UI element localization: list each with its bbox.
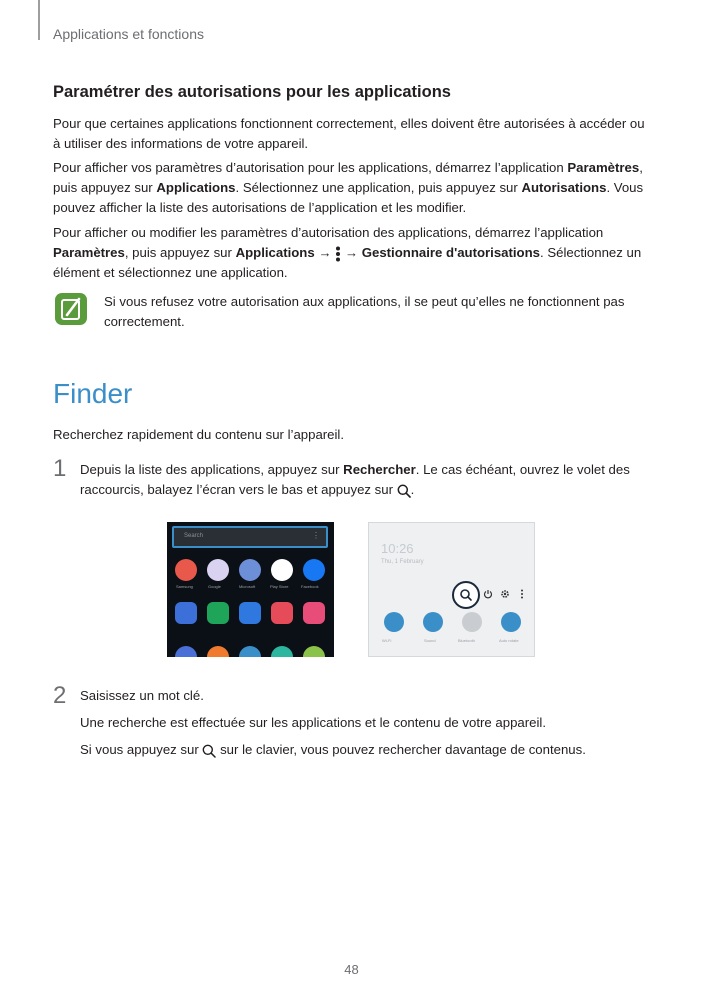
app-icon[interactable] [175,602,197,624]
step-2-number: 2 [53,682,67,709]
step-1-number: 1 [53,455,67,482]
finder-title: Finder [53,378,133,409]
quick-panel-time: 10:26 [381,541,414,556]
app-icon[interactable] [239,646,261,657]
app-icon[interactable] [175,646,197,657]
app-icon[interactable] [303,559,325,581]
app-icon[interactable] [207,646,229,657]
screenshot-app-list [167,522,334,657]
section-title: Paramétrer des autorisations pour les applications [53,83,451,101]
search-icon [202,744,216,758]
search-icon [397,484,411,498]
gear-icon[interactable] [500,589,510,599]
app-icon[interactable] [271,559,293,581]
step-2-line-3: Si vous appuyez sur sur le clavier, vous pouvez rechercher davantage de contenus. [80,742,586,757]
paragraph-manage-permissions: Pour afficher ou modifier les paramètres d’autorisation des applications, démarrez l’application Paramètres, puis appuyez sur Applications → → Gestionnaire d'autorisations. Sélectionnez un élément et sélectionnez une application. [53,225,642,280]
app-label: Microsoft [239,584,256,589]
app-row-3 [175,646,325,657]
app-row-1 [175,559,325,581]
app-icon[interactable] [303,602,325,624]
chapter-header: Applications et fonctions [53,26,204,42]
wifi-tile[interactable] [384,612,404,632]
app-icon[interactable] [271,602,293,624]
sound-tile[interactable] [423,612,443,632]
app-icon[interactable] [303,646,325,657]
app-label: Play Store [270,584,289,589]
search-bar-placeholder: Search [184,533,204,539]
quick-panel-date: Thu, 1 February [381,559,424,565]
app-icon[interactable] [271,646,293,657]
app-label: Google [208,584,221,589]
tile-label: Wi-Fi [382,638,392,643]
app-label: Facebook [301,584,319,589]
app-icon[interactable] [207,602,229,624]
app-icon[interactable] [207,559,229,581]
tile-label: Auto rotate [499,638,519,643]
note-text: Si vous refusez votre autorisation aux applications, il se peut qu’elles ne fonctionnent pas correctement. [104,294,625,329]
app-icon[interactable] [175,559,197,581]
app-icon[interactable] [239,602,261,624]
power-icon[interactable] [483,589,493,599]
more-options-icon[interactable] [519,589,525,599]
auto-rotate-tile[interactable] [501,612,521,632]
header-rule [38,0,40,40]
tile-label: Sound [424,638,436,643]
bluetooth-tile[interactable] [462,612,482,632]
search-icon [454,583,478,607]
finder-intro: Recherchez rapidement du contenu sur l’appareil. [53,427,345,442]
note-icon [55,293,87,325]
quick-panel-search-button[interactable] [452,581,480,609]
tile-label: Bluetooth [458,638,475,643]
app-row-2 [175,602,325,624]
paragraph-intro: Pour que certaines applications fonctionnent correctement, elles doivent être autorisées à accéder ou à utiliser des informations de votre appareil. [53,116,645,151]
paragraph-view-permissions: Pour afficher vos paramètres d’autorisation pour les applications, démarrez l’application Paramètres, puis appuyez sur Applications. Sélectionnez une application, puis appuyez sur Autorisations. Vous pouvez afficher la liste des autorisations de l’application et les modifier. [53,160,644,215]
screenshot-quick-panel [368,522,535,657]
search-bar-menu-icon[interactable]: ⋮ [312,531,320,540]
app-icon[interactable] [239,559,261,581]
page-number: 48 [344,962,359,977]
search-bar[interactable] [172,526,328,548]
step-2-text: Saisissez un mot clé. [80,688,204,703]
step-2-line-2: Une recherche est effectuée sur les applications et le contenu de votre appareil. [80,715,546,730]
app-label: Samsung [176,584,193,589]
step-1-text: Depuis la liste des applications, appuyez sur Rechercher. Le cas échéant, ouvrez le volet des raccourcis, balayez l’écran vers le bas et appuyez sur . [80,462,630,497]
